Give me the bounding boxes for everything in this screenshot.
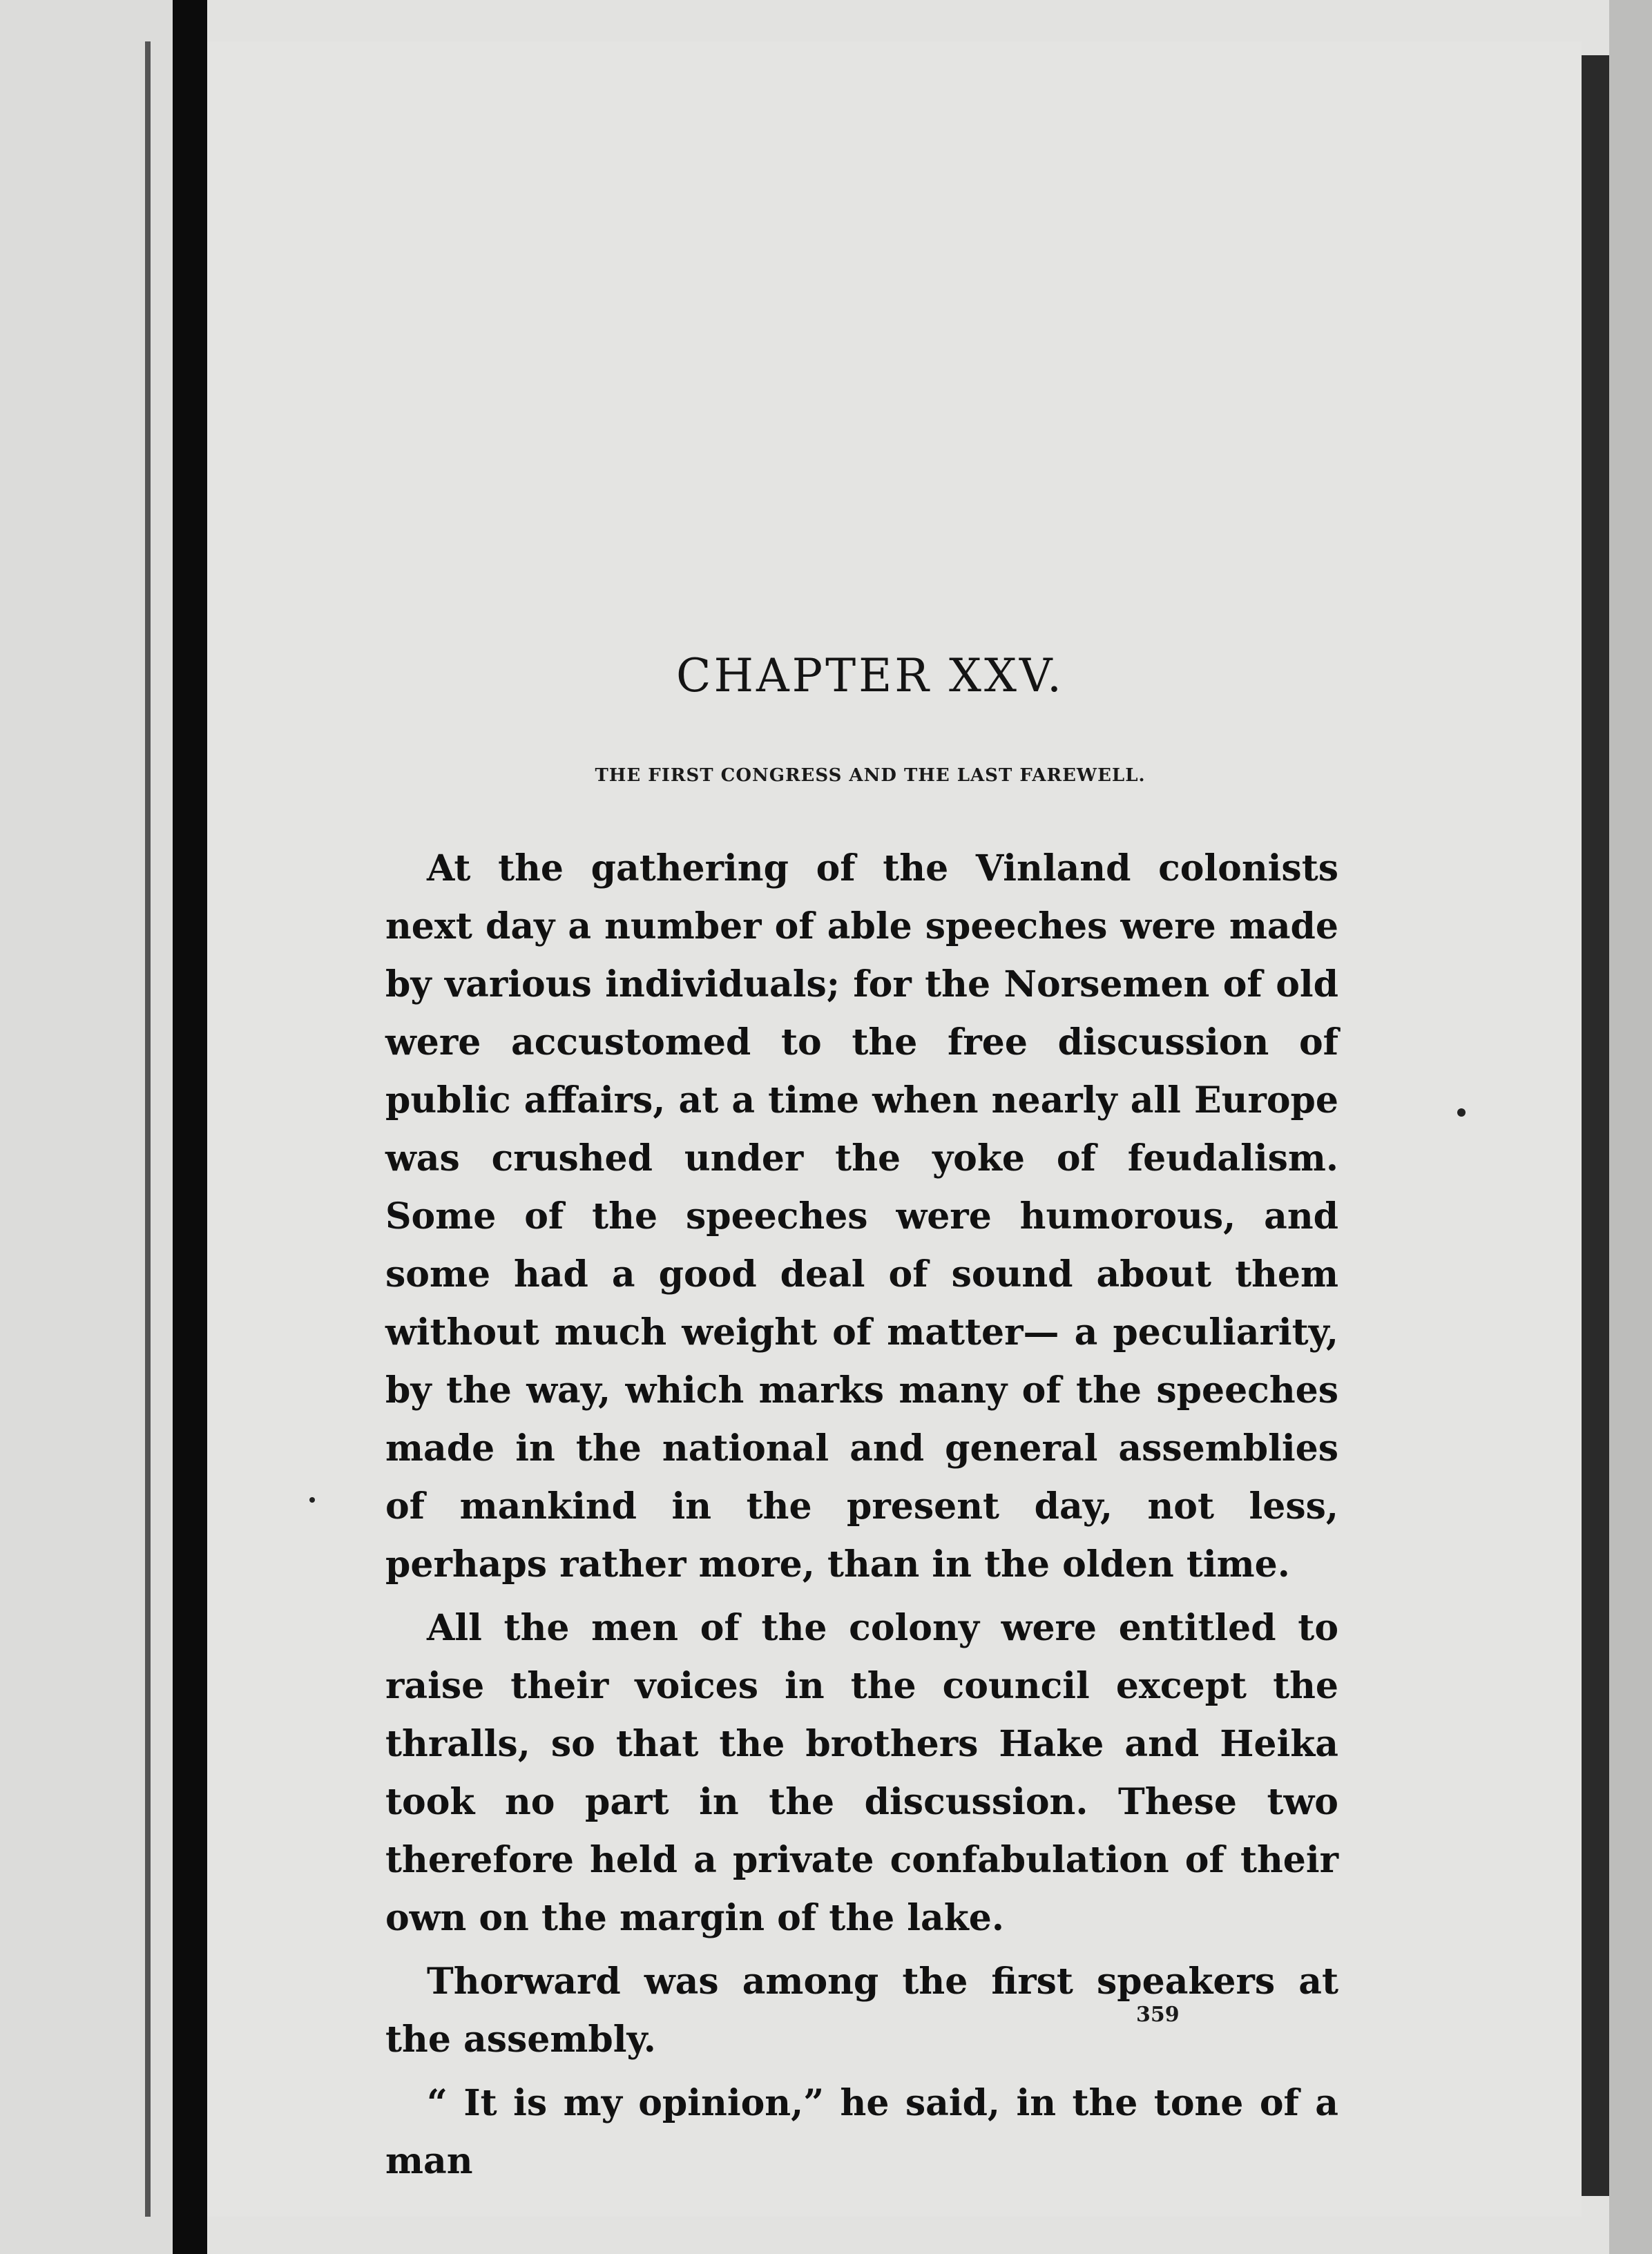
right-margin-background	[1609, 0, 1652, 2254]
chapter-subtitle: THE FIRST CONGRESS AND THE LAST FAREWELL.	[595, 765, 1146, 786]
left-page-border	[145, 41, 151, 2217]
body-paragraph: Thorward was among the first speakers at the assembly.	[385, 1961, 1338, 2061]
body-paragraph: At the gathering of the Vinland colonists next day a number of able speeches were made by various individuals; for the Norsemen of old were accustomed to the free discussion of public affairs, at a time when nearly all Europe was crushed under the yoke of feudalism. Some of the speeches were humorous, and some had a good deal of sound about them without much weight of matter— a peculiarity, by the way, which marks many of the speeches made in the national and general assemblies of mankind in the present day, not less, perhaps rather more, than in the olden time.	[385, 847, 1338, 1586]
body-paragraph: “ It is my opinion,” he said, in the tone of a man	[385, 2082, 1338, 2182]
ink-speck	[309, 1497, 315, 1503]
page-number: 359	[1136, 2003, 1180, 2027]
book-gutter	[173, 0, 207, 2254]
chapter-title: CHAPTER XXV.	[675, 649, 1065, 702]
right-page-edge	[1582, 55, 1609, 2196]
ink-speck	[1457, 1108, 1466, 1117]
chapter-body	[385, 840, 1338, 2196]
body-paragraph: All the men of the colony were entitled to raise their voices in the council except the thralls, so that the brothers Hake and Heika took no part in the discussion. These two therefore held a private confabulation of their own on the margin of the lake.	[385, 1607, 1338, 1939]
